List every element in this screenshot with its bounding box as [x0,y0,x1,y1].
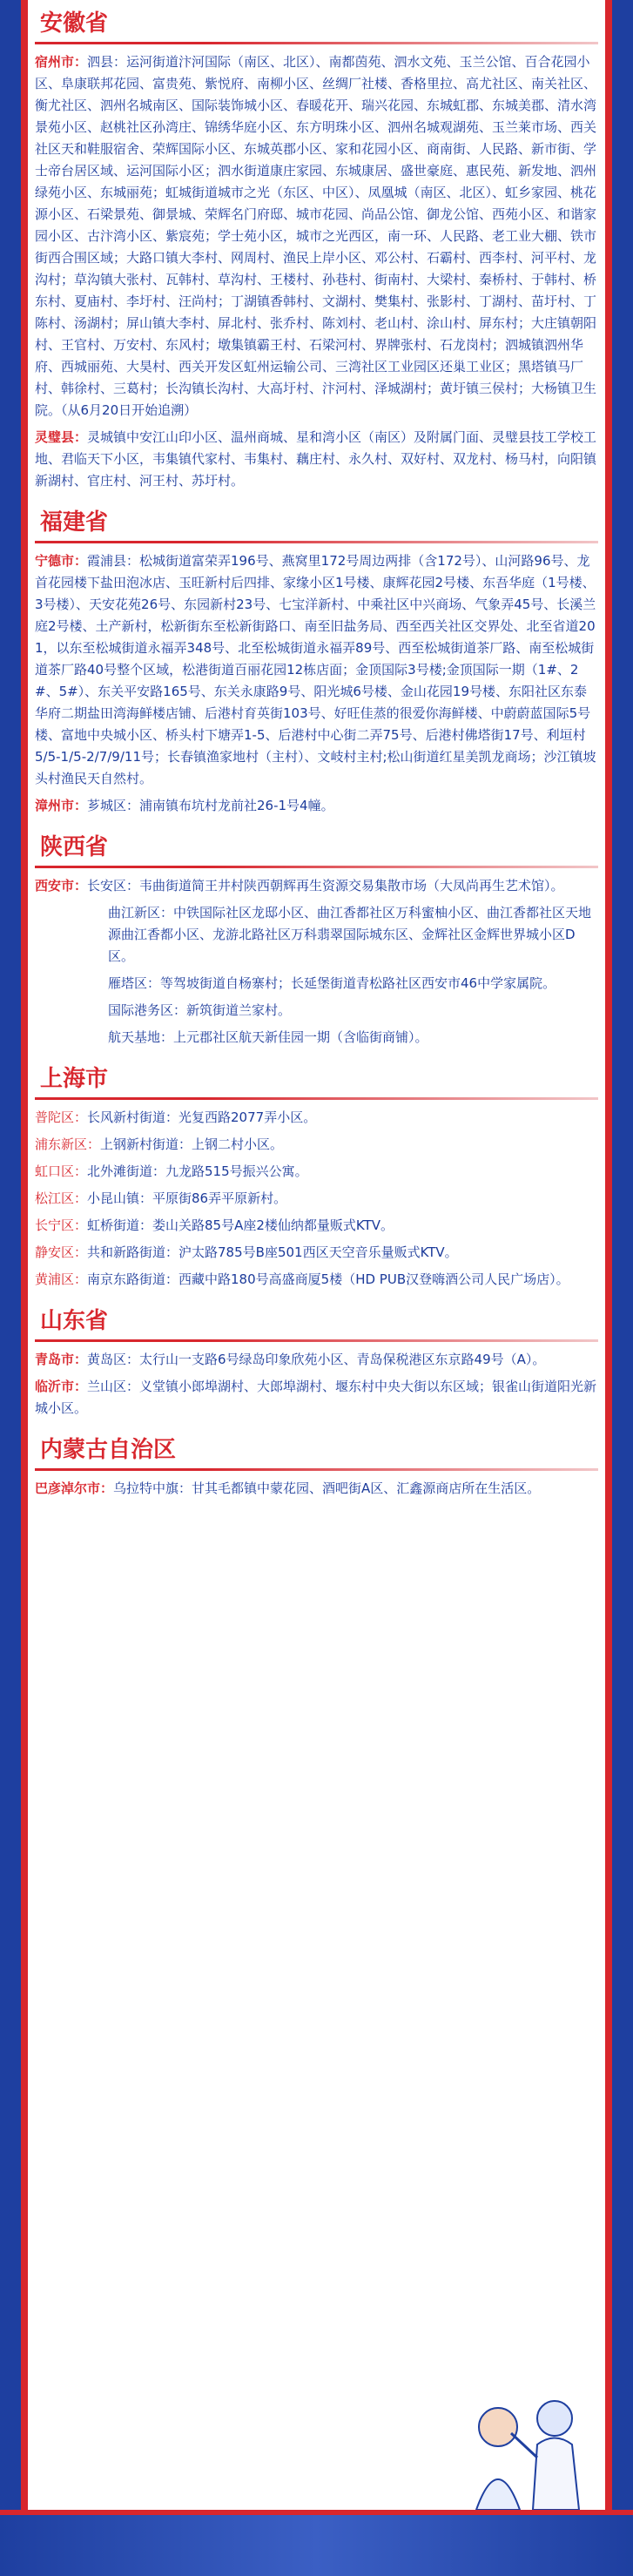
nucleic-test-illustration [450,2379,598,2510]
title-underline [35,1097,598,1100]
district-block [35,1188,598,1210]
district-block [35,1000,598,1022]
city-name: 宁德市： [35,553,88,569]
city-name: 西安市： [35,878,88,894]
district-text: 长风新村街道：光复西路2077弄小区。 [87,1109,317,1125]
district-name: 静安区： [35,1244,88,1260]
district-block [35,1269,598,1291]
province-section-shandong [35,1303,598,1419]
district-block [35,973,598,995]
province-section-anhui [35,5,598,492]
left-border-bar [0,0,21,2576]
province-title: 安徽省 [40,10,109,37]
city-text: 兰山区：义堂镇小郎埠湖村、大郎埠湖村、堰东村中央大街以东区域；银雀山街道阳光新城小区。 [35,1379,597,1416]
district-name: 黄浦区： [35,1271,88,1287]
province-section-shanghai [35,1061,598,1291]
city-name: 漳州市： [35,798,88,813]
city-name: 灵璧县： [35,429,88,445]
city-block [35,1376,598,1419]
city-block [35,550,598,790]
bottom-blue-band [0,2515,633,2576]
city-block [35,1478,598,1500]
city-block [35,1349,598,1371]
city-text: 霞浦县：松城街道富荣弄196号、燕窝里172号周边两排（含172号）、山河路96号、龙首花园楼下盐田泡冰店、玉旺新村后四排、家缘小区1号楼、康辉花园2号楼、东吾华庭（1号楼、3号楼）、天安花苑26号、东园新村23号、七宝洋新村、中乘社区中兴商场、气象弄45号、长溪兰庭2号楼、土产新村，松新街东至松新街路口、南至旧盐务局、西至西关社区交界处、北至省道201，以东至松城街道永福弄348号、北至松城街道永福弄89号、西至松城街道茶厂路、南至松城街道茶厂路40号整个区域，松港街道百丽花园12栋店面；金顶国际3号楼;金顶国际一期（1#、2#、5#）、东关平安路165号、东关永康路9号、阳光城6号楼、金山花园19号楼、东阳社区东泰华府二期盐田湾海鲜楼店铺、后港村育英街103号、好旺佳蒸的很爱你海鲜楼、中蔚蔚蓝国际5号楼、富地中央城小区、桥头村下塘弄1-5、后港村中心街二弄75号、后港村佛塔街17号、利垣村5/5-1/5-2/7/9/11号；长春镇渔家地村（主村）、文岐村主村;松山街道红星美凯龙商场；沙江镇坡头村渔民天自然村。 [35,553,596,786]
city-text: 黄岛区：太行山一支路6号绿岛印象欣苑小区、青岛保税港区东京路49号（A）。 [87,1352,546,1367]
district-text: 航天基地：上元郡社区航天新佳园一期（含临街商铺）。 [108,1029,428,1045]
city-text: 长安区：韦曲街道简王井村陕西朝辉再生资源交易集散市场（大凤尚再生艺术馆）。 [87,878,564,894]
city-name: 青岛市： [35,1352,88,1367]
right-border-red-stripe [605,0,612,2576]
right-border-bar [612,0,633,2576]
province-section-fujian [35,504,598,817]
city-block [35,795,598,817]
district-name: 普陀区： [35,1109,88,1125]
district-text: 国际港务区：新筑街道兰家村。 [108,1002,292,1018]
district-text: 上钢新村街道：上钢二村小区。 [100,1136,284,1152]
district-text: 虹桥街道：娄山关路85号A座2楼仙纳都量贩式KTV。 [87,1217,394,1233]
province-section-inner-mongolia [35,1432,598,1500]
province-title: 上海市 [40,1066,109,1092]
left-border-red-stripe [21,0,28,2576]
city-name: 宿州市： [35,54,88,70]
city-text: 芗城区：浦南镇布坑村龙前社26-1号4幢。 [87,798,334,813]
province-title: 福建省 [40,509,109,536]
district-name: 长宁区： [35,1217,88,1233]
district-text: 共和新路街道：沪太路785号B座501西区天空音乐量贩式KTV。 [87,1244,458,1260]
city-name: 临沂市： [35,1379,88,1394]
province-section-shaanxi [35,829,598,1049]
district-block [35,1107,598,1129]
title-underline [35,1468,598,1471]
district-text: 南京东路街道：西藏中路180号高盛商厦5楼（HD PUB汉登嗨酒公司人民广场店）。 [87,1271,569,1287]
district-name: 松江区： [35,1190,88,1206]
district-block [35,1027,598,1049]
city-block [35,51,598,421]
city-block [35,875,598,897]
district-name: 浦东新区： [35,1136,101,1152]
city-text: 乌拉特中旗：甘其毛都镇中蒙花园、酒吧街A区、汇鑫源商店所在生活区。 [113,1480,541,1496]
district-block [35,1134,598,1156]
district-block [35,902,598,968]
district-block [35,1161,598,1183]
city-text: 灵城镇中安江山印小区、温州商城、星和湾小区（南区）及附属门面、灵璧县技工学校工地、君临天下小区，韦集镇代家村、韦集村、藕庄村、永久村、双好村、双龙村、杨马村，向阳镇新湖村、官庄村、河王村、苏圩村。 [35,429,597,489]
province-title: 山东省 [40,1308,109,1334]
title-underline [35,541,598,543]
province-title: 内蒙古自治区 [40,1437,177,1463]
title-underline [35,1339,598,1342]
content-column [35,0,598,1505]
district-block [35,1215,598,1237]
district-text: 北外滩街道：九龙路515号振兴公寓。 [87,1163,308,1179]
district-block [35,1242,598,1264]
province-title: 陕西省 [40,834,109,860]
title-underline [35,42,598,44]
city-block [35,427,598,492]
city-name: 巴彦淖尔市： [35,1480,114,1496]
district-text: 雁塔区：等驾坡街道自杨寨村；长延堡街道青松路社区西安市46中学家属院。 [108,975,556,991]
district-text: 曲江新区：中铁国际社区龙邸小区、曲江香都社区万科蜜柚小区、曲江香都社区天地源曲江香都小区、龙游北路社区万科翡翠国际城东区、金辉社区金辉世界城小区D区。 [108,905,592,964]
title-underline [35,866,598,868]
district-name: 虹口区： [35,1163,88,1179]
city-text: 泗县：运河街道汴河国际（南区、北区）、南都茵苑、泗水文苑、玉兰公馆、百合花园小区、阜康联邦花园、富贵苑、紫悦府、南柳小区、丝绸厂社楼、香格里拉、高尤社区、南关社区、衡尤社区、泗州名城南区、国际装饰城小区、春暖花开、瑞兴花园、东城虹郡、东城美郡、清水湾景苑小区、赵桃社区孙湾庄、锦绣华庭小区、东方明珠小区、泗州名城观湖苑、玉兰莱市场、西关社区天和鞋服宿舍、荣辉国际小区、东城英郡小区、家和花园小区、商南街、人民路、新市街、学士帝台居区域、运河国际小区；泗水街道康庄家园、东城康居、盛世豪庭、惠民苑、新发地、泗州绿苑小区、东城丽苑；虹城街道城市之光（东区、中区）、凤凰城（南区、北区）、虹乡家园、桃花源小区、石梁景苑、御景城、荣辉名门府邸、城市花园、尚品公馆、御龙公馆、西苑小区、和谐家园小区、古汴湾小区、紫宸苑；学士苑小区，城市之光西区，南一环、人民路、老工业大棚、铁市街西合围区域；大路口镇大李村、网周村、渔民上岸小区、邓公村、石霸村、西李村、河平村、龙沟村；草沟镇大张村、瓦韩村、草沟村、王楼村、孙巷村、街南村、大梁村、秦桥村、于韩村、桥东村、夏庙村、李圩村、汪尚村；丁湖镇香韩村、文湖村、樊集村、张影村、丁湖村、苗圩村、丁陈村、汤湖村；屏山镇大李村、屏北村、张乔村、陈刘村、老山村、涂山村、屏东村；大庄镇朝阳村、王官村、万安村、东风村；墩集镇霸王村、石梁河村、界牌张村、石龙岗村；泗城镇泗州华府、西城丽苑、大昊村、西关开发区虹州运输公司、三湾社区工业园区还巢工业区；黑塔镇马厂村、韩徐村、三葛村；长沟镇长沟村、大高圩村、汴河村、泽城湖村；黄圩镇三侯村；大杨镇卫生院。（从6月20日开始追溯） [35,54,597,418]
district-text: 小昆山镇：平原街86弄平原新村。 [87,1190,287,1206]
